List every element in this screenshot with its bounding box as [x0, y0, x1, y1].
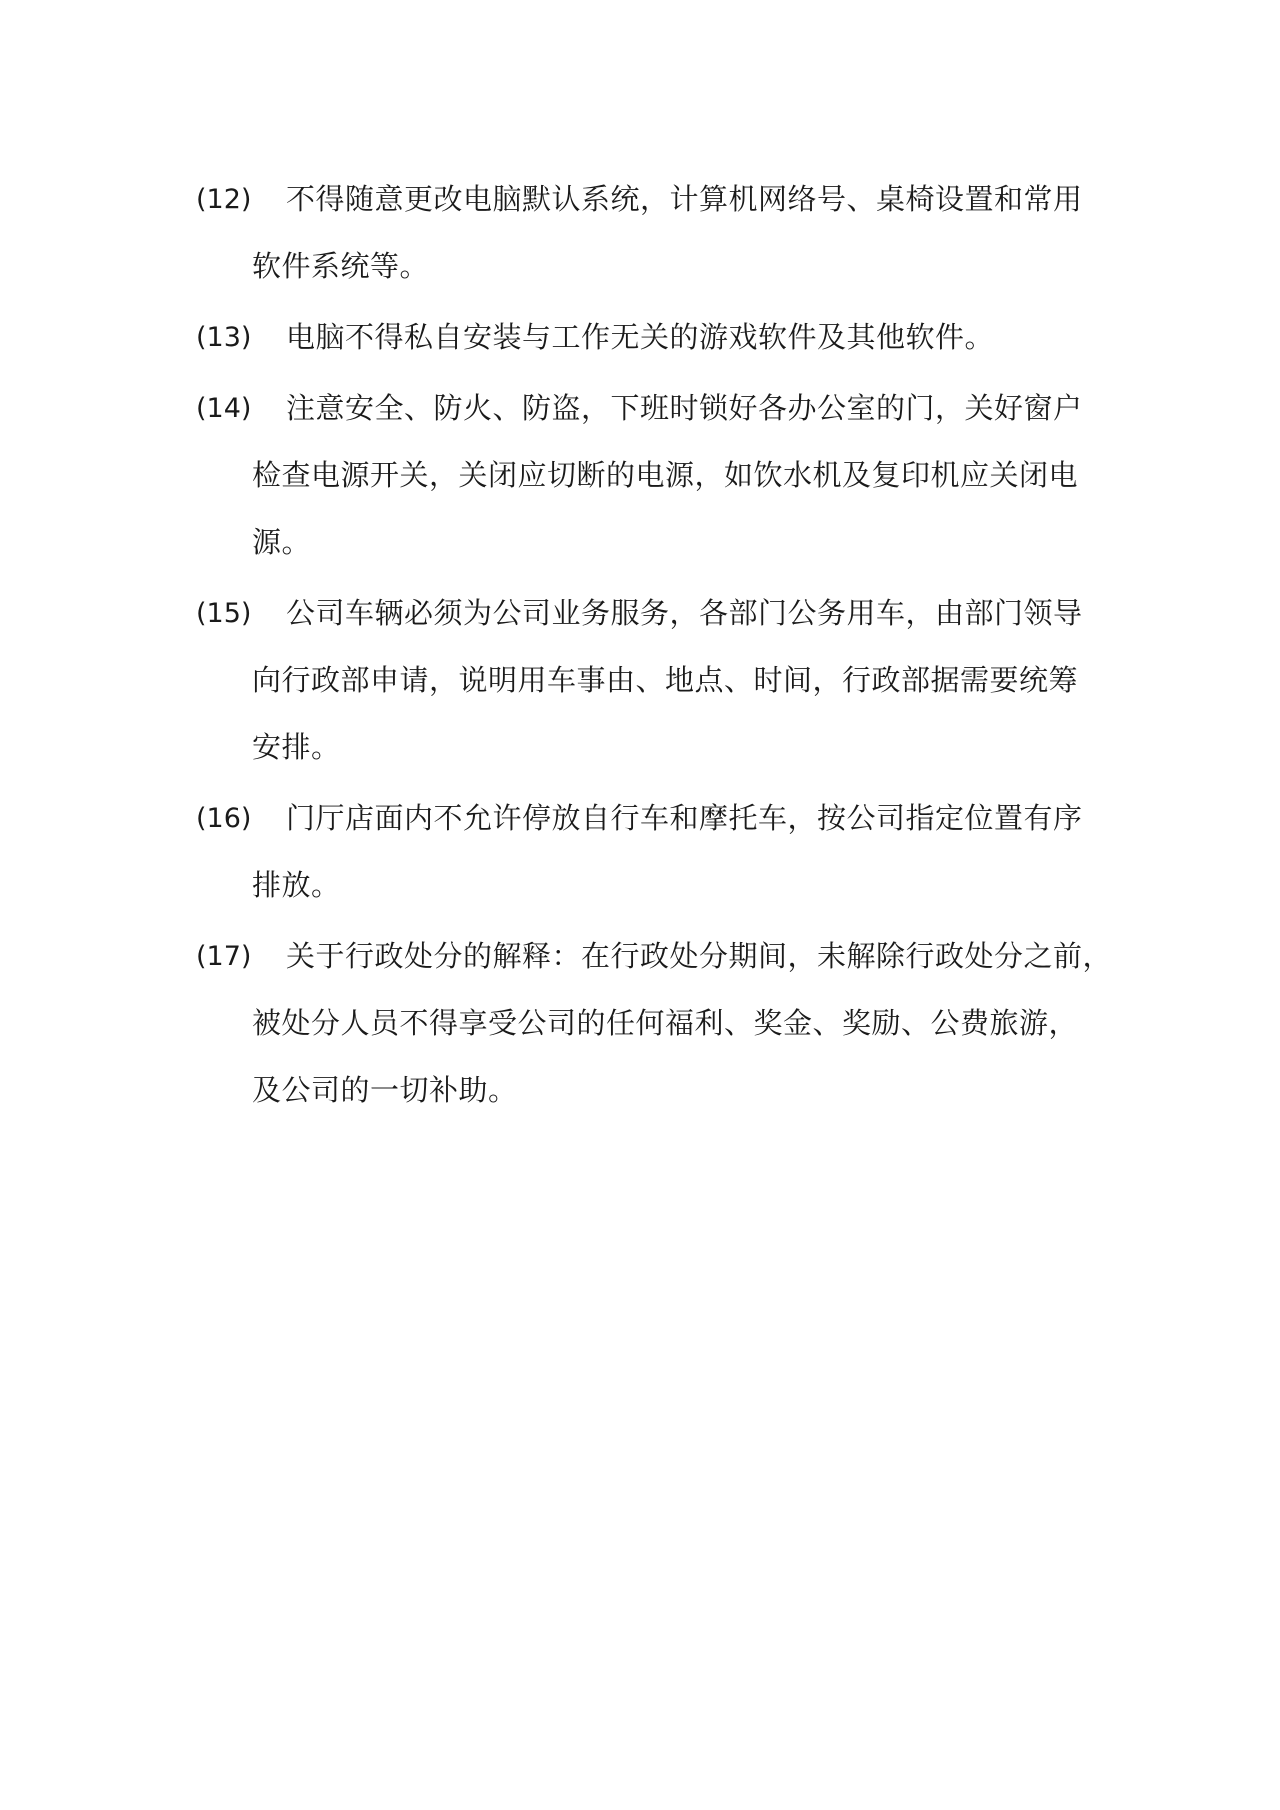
item-line: 被处分人员不得享受公司的任何福利、奖金、奖励、公费旅游，	[252, 1006, 1079, 1040]
item-line: 源。	[252, 525, 312, 559]
item-text	[196, 580, 1096, 781]
item-number: (13)	[196, 322, 252, 353]
item-line: 关于行政处分的解释：在行政处分期间，未解除行政处分之前，	[286, 939, 1113, 973]
item-line: 检查电源开关，关闭应切断的电源，如饮水机及复印机应关闭电	[252, 458, 1079, 492]
item-line: 及公司的一切补助。	[252, 1073, 518, 1107]
list-item	[196, 923, 1113, 1124]
item-number: (17)	[196, 941, 252, 972]
item-number: (14)	[196, 393, 252, 424]
item-line: 电脑不得私自安装与工作无关的游戏软件及其他软件。	[286, 320, 995, 354]
item-line: 公司车辆必须为公司业务服务，各部门公务用车，由部门领导	[286, 596, 1083, 630]
list-item	[196, 166, 1096, 300]
item-line: 门厅店面内不允许停放自行车和摩托车，按公司指定位置有序	[286, 801, 1083, 835]
item-text	[196, 166, 1096, 300]
item-line: 安排。	[252, 730, 341, 764]
list-item	[196, 580, 1096, 781]
item-number: (12)	[196, 184, 252, 215]
item-line: 注意安全、防火、防盗，下班时锁好各办公室的门，关好窗户	[286, 391, 1083, 425]
item-line: 软件系统等。	[252, 249, 430, 283]
item-text	[196, 304, 1096, 371]
item-line: 向行政部申请，说明用车事由、地点、时间，行政部据需要统筹	[252, 663, 1079, 697]
item-number: (16)	[196, 803, 252, 834]
list-item	[196, 375, 1096, 576]
item-number: (15)	[196, 598, 252, 629]
item-text	[196, 923, 1113, 1124]
list-item	[196, 304, 1096, 371]
list-item	[196, 785, 1096, 919]
item-text	[196, 375, 1096, 576]
regulation-list	[196, 166, 1113, 1128]
item-line: 排放。	[252, 868, 341, 902]
item-text	[196, 785, 1096, 919]
item-line: 不得随意更改电脑默认系统，计算机网络号、桌椅设置和常用	[286, 182, 1083, 216]
